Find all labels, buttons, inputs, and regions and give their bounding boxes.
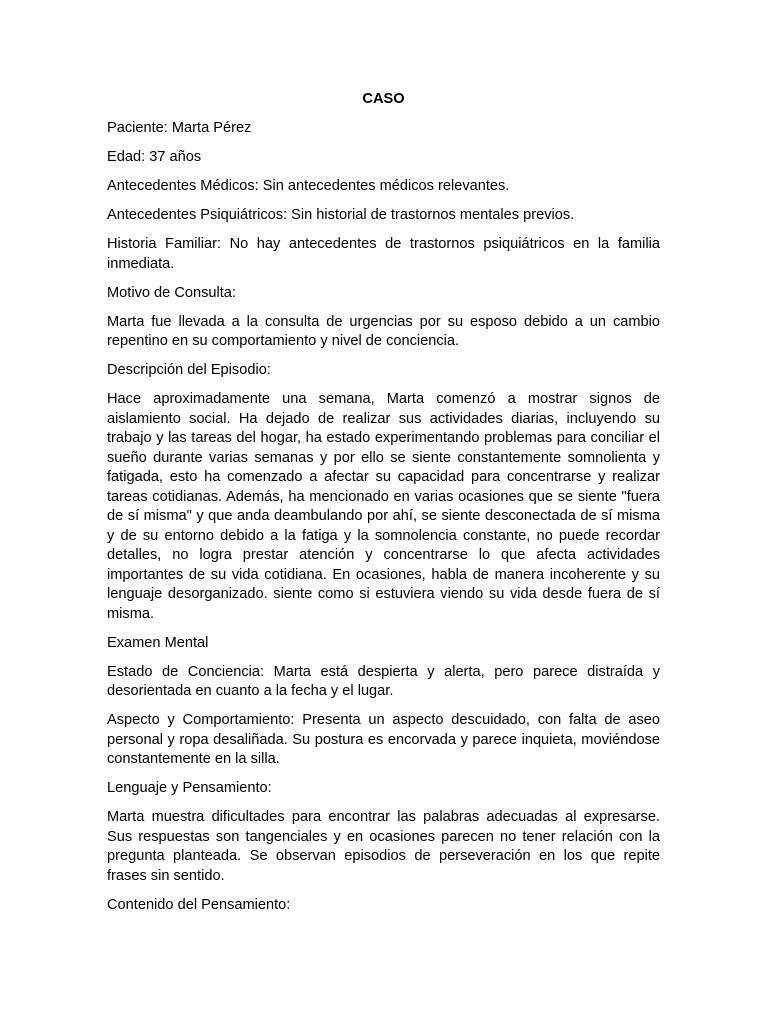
language-paragraph: Marta muestra dificultades para encontrar las palabras adecuadas al expresarse. Sus respuestas son tangenciales y en ocasiones parecen no tener relación con la pregunta planteada. Se observan episodios de perseveración en los que repite frases sin sentido. (107, 809, 660, 884)
episode-heading: Descripción del Episodio: (107, 362, 271, 378)
consult-paragraph: Marta fue llevada a la consulta de urgencias por su esposo debido a un cambio repentino en su comportamiento y nivel de conciencia. (107, 313, 660, 349)
patient-age: Edad: 37 años (107, 149, 202, 165)
consciousness-paragraph: Estado de Conciencia: Marta está despierta y alerta, pero parece distraída y desorientada en cuanto a la fecha y el lugar. (107, 663, 660, 699)
document-page (107, 90, 660, 925)
consult-heading: Motivo de Consulta: (107, 284, 236, 301)
language-heading: Lenguaje y Pensamiento: (107, 780, 272, 796)
medical-history: Antecedentes Médicos: Sin antecedentes médicos relevantes. (107, 178, 510, 194)
document-title: CASO (362, 91, 405, 107)
patient-name: Paciente: Marta Pérez (107, 120, 252, 136)
mental-exam-heading: Examen Mental (107, 634, 209, 651)
appearance-paragraph: Aspecto y Comportamiento: Presenta un aspecto descuidado, con falta de aseo personal y ropa desaliñada. Su postura es encorvada y parece inquieta, moviéndose constantemente en la silla. (107, 712, 660, 767)
episode-paragraph: Hace aproximadamente una semana, Marta comenzó a mostrar signos de aislamiento social. Ha dejado de realizar sus actividades diarias, incluyendo su trabajo y las tareas del hogar, ha estado experimentando problemas para conciliar el sueño durante varias semanas y por ello se siente constantemente somnolienta y fatigada, esto ha comenzado a afectar su capacidad para concentrarse y realizar tareas cotidianas. Además, ha mencionado en varias ocasiones que se siente "fuera de sí misma" y que anda deambulando por ahí, se siente desconectada de sí misma y de su entorno debido a la fatiga y la somnolencia constante, no puede recordar detalles, no logra prestar atención y concentrarse lo que afecta actividades importantes de su vida cotidiana. En ocasiones, habla de manera incoherente y su lenguaje desorganizado. siente como si estuviera viendo su vida desde fuera de sí misma. (107, 391, 660, 622)
family-history: Historia Familiar: No hay antecedentes de trastornos psiquiátricos en la familia inmediata. (107, 236, 660, 272)
thought-content-heading: Contenido del Pensamiento: (107, 896, 291, 913)
psychiatric-history: Antecedentes Psiquiátricos: Sin historial de trastornos mentales previos. (107, 207, 575, 223)
